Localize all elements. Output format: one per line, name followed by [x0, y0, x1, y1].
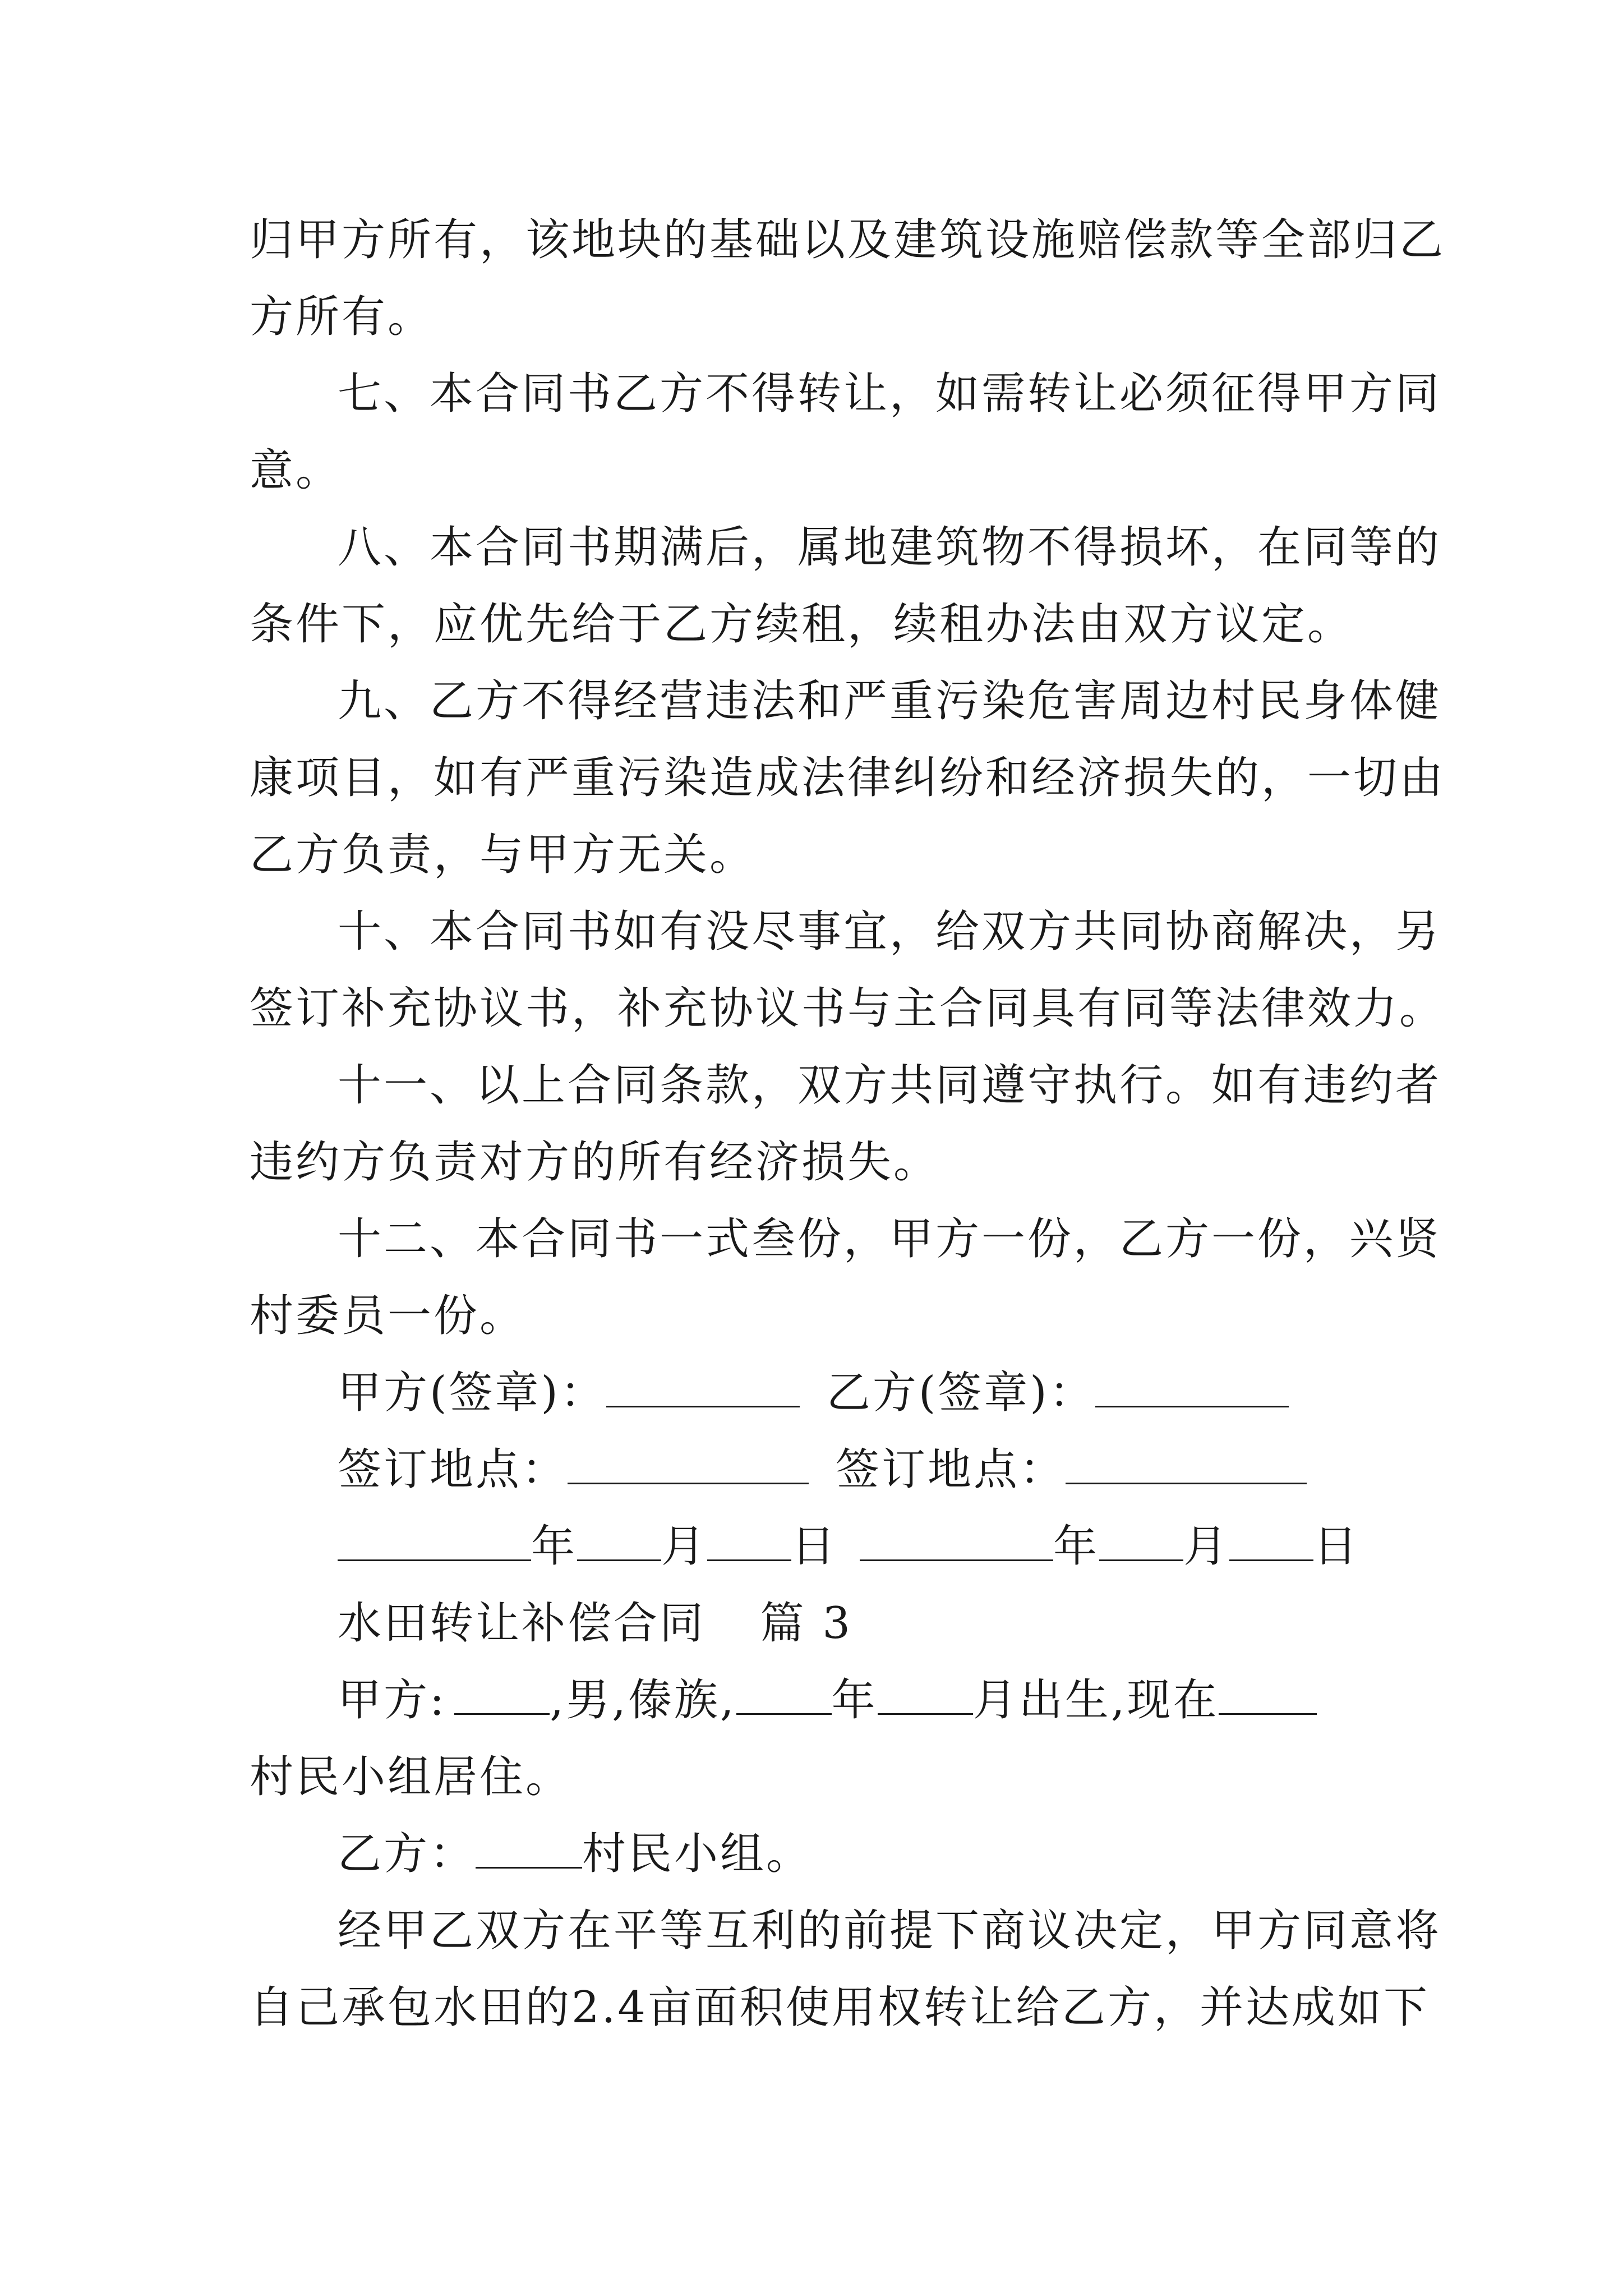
clause-7-line-2: 意。 [250, 445, 342, 496]
party-a-day-field[interactable] [707, 1525, 791, 1561]
party-a-info-line-2: 村民小组居住。 [250, 1752, 572, 1802]
birth-year-label: 年 [831, 1675, 878, 1726]
party-a-name-field[interactable] [454, 1678, 550, 1715]
clause-9-line-1: 九、乙方不得经营违法和严重污染危害周边村民身体健 [338, 676, 1442, 726]
clause-10-line-1: 十、本合同书如有没尽事宜，给双方共同协商解决，另 [338, 907, 1442, 957]
party-b-year-field[interactable] [860, 1525, 1053, 1561]
agreement-line-1: 经甲乙双方在平等互利的前提下商议决定，甲方同意将 [338, 1906, 1442, 1956]
text-line: 方所有。 [250, 292, 434, 342]
section-title: 水田转让补偿合同 [338, 1598, 706, 1649]
clause-11-line-1: 十一、以上合同条款，双方共同遵守执行。如有违约者 [338, 1060, 1442, 1111]
party-b-info-row [250, 1816, 1382, 1893]
party-b-day-field[interactable] [1229, 1525, 1313, 1561]
party-b-group-field[interactable] [476, 1832, 582, 1869]
party-b-signature-field[interactable] [1095, 1371, 1289, 1407]
party-a-info-row [250, 1662, 1382, 1739]
party-a-signature-label: 甲方(签章)： [338, 1368, 606, 1418]
month-label: 月 [1183, 1521, 1230, 1572]
party-b-month-field[interactable] [1099, 1525, 1183, 1561]
year-label: 年 [1053, 1521, 1100, 1572]
birth-month-label: 月出生,现在 [972, 1675, 1219, 1726]
party-a-place-label: 签订地点： [338, 1444, 568, 1495]
party-a-birth-month-field[interactable] [878, 1678, 973, 1715]
clause-12-line-2: 村委员一份。 [250, 1291, 526, 1341]
day-label: 日 [1313, 1521, 1360, 1572]
year-label: 年 [531, 1521, 578, 1572]
party-a-residence-field[interactable] [1219, 1678, 1317, 1715]
party-a-birth-year-field[interactable] [736, 1678, 832, 1715]
clause-12-line-1: 十二、本合同书一式叁份，甲方一份，乙方一份，兴贤 [338, 1214, 1442, 1264]
party-a-signature-field[interactable] [606, 1371, 800, 1407]
section-heading [250, 1585, 1382, 1662]
text-line: 归甲方所有，该地块的基础以及建筑设施赔偿款等全部归乙 [250, 215, 1446, 265]
clause-8-line-2: 条件下，应优先给于乙方续租，续租办法由双方议定。 [250, 599, 1354, 650]
party-b-label: 乙方： [338, 1829, 476, 1879]
clause-10-line-2: 签订补充协议书，补充协议书与主合同具有同等法律效力。 [250, 983, 1446, 1034]
party-a-gender-ethnicity: ,男,傣族, [550, 1675, 736, 1726]
party-a-place-field[interactable] [568, 1448, 809, 1484]
section-number: 篇 3 [760, 1598, 853, 1649]
month-label: 月 [661, 1521, 708, 1572]
party-b-suffix: 村民小组。 [582, 1829, 813, 1879]
party-b-place-label: 签订地点： [836, 1444, 1066, 1495]
party-b-place-field[interactable] [1066, 1448, 1307, 1484]
clause-9-line-2: 康项目，如有严重污染造成法律纠纷和经济损失的，一切由 [250, 753, 1446, 803]
clause-8-line-1: 八、本合同书期满后，属地建筑物不得损坏，在同等的 [338, 522, 1442, 573]
clause-9-line-3: 乙方负责，与甲方无关。 [250, 830, 756, 880]
day-label: 日 [791, 1521, 838, 1572]
party-b-signature-label: 乙方(签章)： [826, 1368, 1095, 1418]
party-a-label: 甲方: [338, 1675, 447, 1726]
signature-row [250, 1355, 1382, 1432]
agreement-line-2: 自己承包水田的2.4亩面积使用权转让给乙方，并达成如下 [250, 1982, 1430, 2033]
party-a-year-field[interactable] [338, 1525, 531, 1561]
signing-place-row [250, 1432, 1382, 1508]
clause-11-line-2: 违约方负责对方的所有经济损失。 [250, 1137, 940, 1188]
clause-7-line-1: 七、本合同书乙方不得转让，如需转让必须征得甲方同 [338, 369, 1442, 419]
party-a-month-field[interactable] [577, 1525, 661, 1561]
date-row [250, 1508, 1382, 1585]
document-page [250, 202, 1446, 2046]
